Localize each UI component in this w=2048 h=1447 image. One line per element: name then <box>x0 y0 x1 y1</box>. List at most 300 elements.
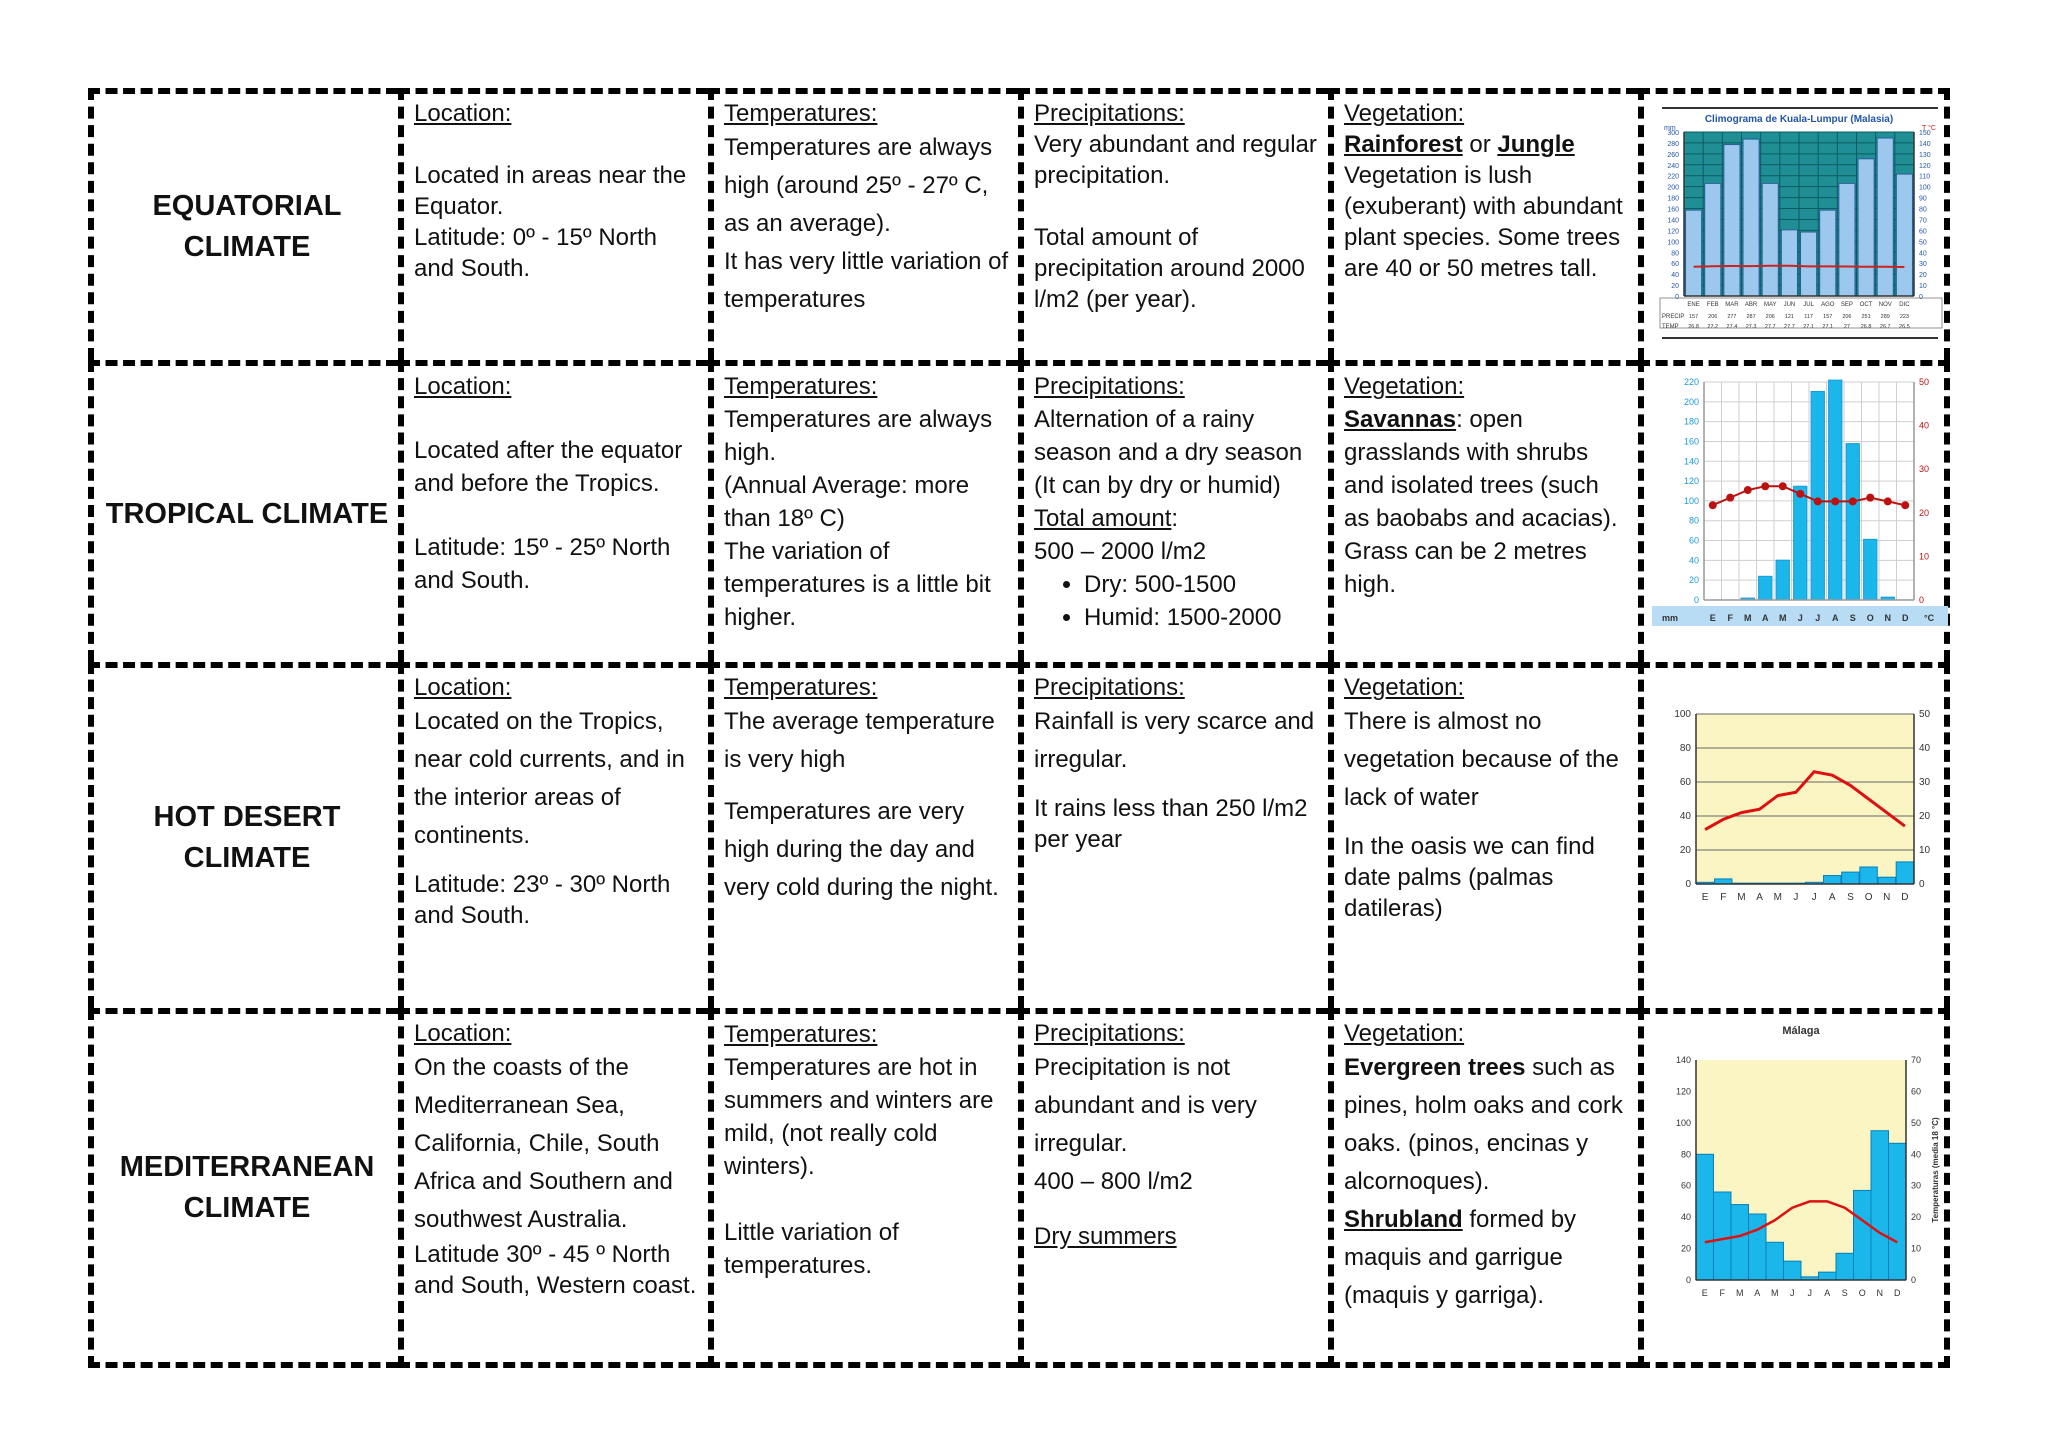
precip-value-label: 206 <box>1842 314 1852 320</box>
location-heading: Location: <box>414 100 512 127</box>
y-left-tick-label: 180 <box>1683 416 1699 427</box>
y-right-tick-label: 50 <box>1919 377 1930 387</box>
table-row-mediterranean <box>88 1008 1960 1368</box>
y-right-tick-label: 90 <box>1919 195 1927 203</box>
precipitations-text: Alternation of a rainy season and a dry season (It can by dry or humid) <box>1034 406 1303 499</box>
y-left-tick-label: 40 <box>1688 555 1699 566</box>
climate-name-cell <box>88 662 398 1008</box>
temperature-point <box>1814 497 1822 505</box>
y-right-tick-label: 0 <box>1919 294 1923 301</box>
bar <box>1766 1242 1784 1280</box>
climograph-hot-desert <box>1652 674 1948 924</box>
temp-value-label: 27.2 <box>1707 324 1719 330</box>
location-heading: Location: <box>414 373 512 400</box>
x-tick-label: F <box>1719 1288 1725 1298</box>
y-right-tick-label: 10 <box>1919 551 1930 562</box>
y-right-tick-label: 10 <box>1919 845 1931 856</box>
bar <box>1784 1261 1802 1280</box>
location-text: Located on the Tropics, near cold currents, and in the interior areas of continents. <box>414 708 685 849</box>
climograph-cell <box>1638 1008 1950 1368</box>
vegetation-term-jungle: Jungle <box>1497 131 1575 158</box>
precip-value-label: 157 <box>1823 314 1833 320</box>
y-right-tick-label: 60 <box>1919 228 1927 236</box>
y-left-tick-label: 200 <box>1683 396 1699 407</box>
y-right-tick-label: 80 <box>1919 206 1927 214</box>
temperatures-text: Temperatures are always high. <box>724 406 993 466</box>
y-right-tick-label: 30 <box>1919 777 1931 788</box>
x-axis-right-unit: °C <box>1924 613 1935 623</box>
y-left-tick-label: 180 <box>1667 195 1679 203</box>
y-left-tick-label: 80 <box>1671 250 1679 258</box>
x-tick-label: M <box>1773 892 1782 903</box>
precip-value-label: 157 <box>1688 314 1699 320</box>
x-tick-label: M <box>1744 613 1752 623</box>
bar <box>1829 380 1842 600</box>
x-tick-label: J <box>1807 1288 1812 1298</box>
climograph-kuala-lumpur <box>1652 100 1948 346</box>
bar <box>1714 1192 1732 1280</box>
temperatures-variation-text: It has very little variation of temperatures <box>724 248 1009 313</box>
y-right-tick-label: 100 <box>1919 184 1931 192</box>
vegetation-text: : open grasslands with shrubs and isolated trees (such as baobabs and acacias). Grass can be 2 metres high. <box>1344 406 1618 598</box>
x-tick-label: A <box>1832 613 1839 623</box>
y-right-tick-label: 40 <box>1919 250 1927 258</box>
plot-area <box>1696 714 1914 884</box>
x-tick-label: E <box>1701 1288 1708 1298</box>
x-tick-label: A <box>1756 892 1763 903</box>
y-right-tick-label: 0 <box>1919 879 1925 890</box>
x-tick-label: OCT <box>1859 302 1873 308</box>
temperature-point <box>1884 497 1892 505</box>
y-left-tick-label: 60 <box>1680 1180 1691 1191</box>
x-tick-label: D <box>1901 892 1909 903</box>
bar <box>1878 877 1895 884</box>
temperatures-variation-text: The variation of temperatures is a little bit higher. <box>724 538 991 631</box>
x-tick-label: J <box>1793 892 1799 903</box>
y-left-tick-label: 140 <box>1675 1055 1691 1065</box>
climate-name-cell <box>88 88 398 360</box>
vegetation-term-rainforest: Rainforest <box>1344 131 1463 158</box>
climate-name: MEDITERRANEAN CLIMATE <box>119 1151 375 1224</box>
y-right-tick-label: 140 <box>1919 140 1931 148</box>
vegetation-cell <box>1328 1008 1638 1368</box>
precipitations-total-text: 500 – 2000 l/m2 <box>1034 538 1207 565</box>
temp-value-label: 27.4 <box>1726 324 1738 330</box>
y-right-tick-label: 0 <box>1911 1275 1917 1285</box>
bar <box>1794 486 1807 600</box>
precipitations-cell <box>1018 662 1328 1008</box>
temp-value-label: 27.1 <box>1803 324 1814 330</box>
x-tick-label: NOV <box>1878 302 1892 308</box>
precipitations-heading: Precipitations: <box>1034 373 1185 400</box>
temperatures-heading: Temperatures: <box>724 674 878 701</box>
vegetation-shrubland-text: formed by maquis and garrigue (maquis y garriga). <box>1344 1206 1577 1309</box>
precipitations-text: Rainfall is very scarce and irregular. <box>1034 708 1315 773</box>
total-amount-label: Total amount <box>1034 505 1172 532</box>
y-right-tick-label: 60 <box>1911 1086 1922 1097</box>
temperature-point <box>1901 501 1909 509</box>
vegetation-text: There is almost no vegetation because of the lack of water <box>1344 708 1619 811</box>
climograph-cell <box>1638 360 1950 662</box>
temperature-point <box>1744 486 1752 494</box>
temperatures-text: The average temperature is very high <box>724 708 995 773</box>
list-item: • Humid: 1500-2000 <box>1084 601 1320 634</box>
y-right-tick-label: 70 <box>1911 1055 1922 1065</box>
y-left-tick-label: 0 <box>1675 294 1679 301</box>
vegetation-oasis-text: In the oasis we can find date palms (palmas datileras) <box>1344 833 1595 922</box>
climate-name: EQUATORIAL CLIMATE <box>152 190 342 263</box>
y-left-unit: mm <box>1664 125 1676 132</box>
climate-name-cell <box>88 1008 398 1368</box>
x-tick-label: J <box>1815 613 1821 623</box>
precip-value-label: 251 <box>1861 314 1871 320</box>
precip-value-label: 121 <box>1784 314 1795 320</box>
bar <box>1781 230 1797 296</box>
x-tick-label: O <box>1858 1288 1866 1298</box>
x-tick-label: S <box>1841 1288 1848 1298</box>
x-tick-label: A <box>1828 892 1836 903</box>
y-left-tick-label: 160 <box>1667 206 1679 214</box>
y-right-unit: T °C <box>1922 125 1936 132</box>
y-right-tick-label: 120 <box>1919 162 1931 170</box>
temp-value-label: 26.8 <box>1688 324 1699 330</box>
bar <box>1842 872 1859 884</box>
precipitations-cell <box>1018 360 1328 662</box>
x-tick-label: S <box>1847 892 1854 903</box>
temperature-point <box>1779 482 1787 490</box>
y-right-tick-label: 70 <box>1919 217 1927 225</box>
temp-value-label: 27.7 <box>1764 324 1776 330</box>
x-tick-label: M <box>1737 892 1746 903</box>
y-right-tick-label: 20 <box>1919 507 1930 518</box>
x-tick-label: MAY <box>1763 302 1777 308</box>
precipitations-text: Very abundant and regular precipitation. <box>1034 131 1317 189</box>
bar <box>1877 138 1893 296</box>
climate-table <box>88 88 1960 1368</box>
temperature-point <box>1726 494 1734 502</box>
y-right-tick-label: 40 <box>1919 743 1931 754</box>
chart-title: Climograma de Kuala-Lumpur (Malasia) <box>1704 114 1894 125</box>
y-left-tick-label: 120 <box>1667 228 1679 236</box>
y-right-tick-label: 130 <box>1919 151 1931 159</box>
y-left-tick-label: 0 <box>1685 1275 1691 1285</box>
temperatures-heading: Temperatures: <box>724 100 878 127</box>
bar <box>1839 183 1855 296</box>
y-right-tick-label: 50 <box>1919 239 1927 247</box>
y-right-tick-label: 150 <box>1919 130 1931 137</box>
temperatures-cell <box>708 662 1018 1008</box>
vegetation-connector: or <box>1462 131 1498 158</box>
climate-name: TROPICAL CLIMATE <box>105 497 389 530</box>
bar <box>1696 1154 1714 1280</box>
y-left-tick-label: 40 <box>1671 272 1679 280</box>
x-tick-label: N <box>1883 892 1891 903</box>
precip-value-label: 223 <box>1899 314 1910 320</box>
x-tick-label: M <box>1736 1288 1744 1298</box>
precipitations-text: Precipitation is not abundant and is very irregular. <box>1034 1054 1257 1157</box>
temperature-point <box>1849 497 1857 505</box>
precip-value-label: 287 <box>1746 314 1756 320</box>
vegetation-term-evergreen-trees: Evergreen trees <box>1344 1054 1526 1081</box>
bar <box>1705 183 1721 296</box>
temp-value-label: 27.1 <box>1822 324 1834 330</box>
y-left-tick-label: 20 <box>1680 1243 1691 1254</box>
list-item: • Dry: 500-1500 <box>1084 568 1320 601</box>
y-left-tick-label: 280 <box>1667 140 1679 148</box>
y-right-tick-label: 0 <box>1919 595 1925 605</box>
location-text: On the coasts of the Mediterranean Sea, California, Chile, South Africa and Southern and southwest Australia. <box>414 1054 673 1233</box>
y-left-tick-label: 60 <box>1688 535 1699 546</box>
temperatures-text: Temperatures are hot in summers and winters are mild, (not really cold winters). <box>724 1054 994 1180</box>
precip-value-label: 289 <box>1880 314 1890 320</box>
y-left-tick-label: 80 <box>1688 515 1699 526</box>
location-text: Located after the equator and before the Tropics. <box>414 437 683 497</box>
bar <box>1896 862 1913 884</box>
x-tick-label: N <box>1876 1288 1883 1298</box>
bar <box>1776 560 1789 600</box>
climograph-cell <box>1638 88 1950 360</box>
precipitations-total-text: 400 – 800 l/m2 <box>1034 1168 1193 1195</box>
temperatures-average-text: (Annual Average: more than 18º C) <box>724 472 970 532</box>
x-tick-label: M <box>1779 613 1787 623</box>
location-cell <box>398 360 708 662</box>
bar <box>1896 174 1912 296</box>
x-tick-label: A <box>1824 1288 1831 1298</box>
climograph-cell <box>1638 662 1950 1008</box>
y-left-tick-label: 140 <box>1667 217 1679 225</box>
vegetation-cell <box>1328 360 1638 662</box>
x-tick-label: J <box>1790 1288 1795 1298</box>
bar <box>1846 444 1859 600</box>
x-tick-label: FEB <box>1706 302 1719 308</box>
bar <box>1749 1214 1767 1280</box>
y-left-tick-label: 220 <box>1667 173 1679 181</box>
bar <box>1762 183 1778 296</box>
climate-name-cell <box>88 360 398 662</box>
x-tick-label: SEP <box>1840 302 1853 308</box>
vegetation-heading: Vegetation: <box>1344 373 1465 400</box>
y-left-tick-label: 100 <box>1674 709 1691 720</box>
temperatures-heading: Temperatures: <box>724 1021 878 1048</box>
temperature-point <box>1866 494 1874 502</box>
climograph-malaga <box>1652 1020 1948 1310</box>
bar <box>1864 539 1877 600</box>
y-left-tick-label: 60 <box>1671 261 1679 269</box>
x-tick-label: M <box>1771 1288 1779 1298</box>
temperature-point <box>1831 497 1839 505</box>
x-tick-label: E <box>1709 613 1716 623</box>
climograph-tropical <box>1652 372 1948 648</box>
chart-title: Málaga <box>1782 1025 1820 1037</box>
vegetation-cell <box>1328 88 1638 360</box>
y-right-tick-label: 20 <box>1911 1212 1922 1223</box>
bar <box>1819 1272 1837 1280</box>
precipitations-total-text: Total amount of precipitation around 2000 l/m2 (per year). <box>1034 224 1305 313</box>
vegetation-term-savannas: Savannas <box>1344 406 1457 433</box>
location-cell <box>398 88 708 360</box>
x-tick-label: MAR <box>1725 302 1739 308</box>
bar <box>1759 576 1772 600</box>
x-tick-label: DIC <box>1899 302 1910 308</box>
y-left-tick-label: 60 <box>1679 777 1691 788</box>
location-text: Located in areas near the Equator. <box>414 162 687 220</box>
y-right-tick-label: 10 <box>1911 1243 1922 1254</box>
temperatures-text: Temperatures are always high (around 25º - 27º C, as an average). <box>724 134 993 237</box>
x-tick-label: D <box>1894 1288 1901 1298</box>
location-cell <box>398 662 708 1008</box>
temp-value-label: 27.3 <box>1745 324 1757 330</box>
bar <box>1743 139 1759 296</box>
temp-value-label: 26.7 <box>1879 324 1891 330</box>
y-left-tick-label: 240 <box>1667 162 1679 170</box>
y-right-tick-label: 30 <box>1911 1180 1922 1191</box>
precipitations-cell <box>1018 1008 1328 1368</box>
y-left-tick-label: 20 <box>1679 845 1691 856</box>
bar <box>1731 1205 1749 1280</box>
temp-value-label: 27.7 <box>1784 324 1795 330</box>
precipitations-heading: Precipitations: <box>1034 674 1185 701</box>
table-row-equatorial <box>88 88 1960 360</box>
bar <box>1889 1143 1907 1280</box>
x-tick-label: N <box>1884 613 1891 623</box>
y-right-axis-label: Temperaturas (media 18 °C) <box>1931 1117 1940 1223</box>
y-left-tick-label: 300 <box>1667 130 1679 137</box>
latitude-text: Latitude: 0º - 15º North and South. <box>414 224 657 282</box>
temp-value-label: 26.8 <box>1860 324 1872 330</box>
precip-value-label: 206 <box>1708 314 1718 320</box>
location-heading: Location: <box>414 674 512 701</box>
bar <box>1854 1190 1872 1280</box>
x-tick-label: O <box>1866 613 1874 623</box>
y-left-tick-label: 40 <box>1679 811 1691 822</box>
y-right-tick-label: 20 <box>1919 272 1927 280</box>
y-left-tick-label: 80 <box>1679 743 1691 754</box>
vegetation-cell <box>1328 662 1638 1008</box>
y-left-tick-label: 80 <box>1680 1149 1691 1160</box>
y-left-tick-label: 20 <box>1671 283 1679 291</box>
temperatures-variation-text: Little variation of temperatures. <box>724 1219 899 1279</box>
temperatures-heading: Temperatures: <box>724 373 878 400</box>
x-tick-label: JUN <box>1783 302 1796 308</box>
temp-value-label: 26.5 <box>1899 324 1910 330</box>
dry-summers-text: Dry summers <box>1034 1223 1177 1250</box>
y-left-tick-label: 0 <box>1693 595 1699 605</box>
precip-value-label: 206 <box>1765 314 1775 320</box>
latitude-text: Latitude: 23º - 30º North and South. <box>414 871 671 929</box>
climate-name: HOT DESERT CLIMATE <box>153 801 341 874</box>
x-tick-label: J <box>1811 892 1817 903</box>
location-cell <box>398 1008 708 1368</box>
bar <box>1836 1253 1854 1280</box>
y-left-tick-label: 100 <box>1683 495 1699 506</box>
precipitations-heading: Precipitations: <box>1034 100 1185 127</box>
y-left-tick-label: 120 <box>1675 1086 1691 1097</box>
precipitations-cell <box>1018 88 1328 360</box>
x-tick-label: ENE <box>1687 302 1700 308</box>
y-left-tick-label: 220 <box>1683 377 1699 387</box>
temperatures-cell <box>708 88 1018 360</box>
total-amount-colon: : <box>1171 505 1179 532</box>
x-tick-label: A <box>1762 613 1769 623</box>
y-left-tick-label: 140 <box>1683 456 1699 467</box>
x-tick-label: A <box>1754 1288 1761 1298</box>
bar <box>1724 145 1740 296</box>
precipitations-bullet-list <box>1034 568 1320 634</box>
latitude-text: Latitude: 15º - 25º North and South. <box>414 534 671 594</box>
table-row-tropical <box>88 360 1960 662</box>
bar <box>1858 159 1874 296</box>
y-left-tick-label: 40 <box>1680 1212 1691 1223</box>
y-left-tick-label: 260 <box>1667 151 1679 159</box>
y-right-tick-label: 50 <box>1911 1117 1922 1128</box>
bar <box>1811 391 1824 600</box>
y-right-tick-label: 110 <box>1919 173 1931 181</box>
precipitations-heading: Precipitations: <box>1034 1020 1185 1047</box>
vegetation-heading: Vegetation: <box>1344 674 1465 701</box>
x-tick-label: S <box>1849 613 1856 623</box>
y-left-tick-label: 0 <box>1685 879 1691 890</box>
x-tick-label: J <box>1797 613 1803 623</box>
y-left-tick-label: 200 <box>1667 184 1679 192</box>
bar <box>1686 210 1702 296</box>
precip-value-label: 277 <box>1727 314 1737 320</box>
y-right-tick-label: 30 <box>1919 261 1927 269</box>
y-left-tick-label: 160 <box>1683 436 1699 447</box>
latitude-text: Latitude 30º - 45 º North and South, Western coast. <box>414 1241 697 1299</box>
vegetation-term-shrubland: Shrubland <box>1344 1206 1463 1233</box>
y-right-tick-label: 30 <box>1919 464 1930 475</box>
x-tick-label: AGO <box>1821 302 1835 308</box>
x-tick-label: D <box>1902 613 1909 623</box>
y-right-tick-label: 40 <box>1911 1149 1922 1160</box>
bar <box>1871 1131 1889 1280</box>
vegetation-heading: Vegetation: <box>1344 100 1465 127</box>
y-right-tick-label: 40 <box>1919 420 1930 431</box>
bar <box>1715 879 1732 884</box>
bar <box>1824 876 1841 885</box>
y-left-tick-label: 20 <box>1688 575 1699 586</box>
bar <box>1801 232 1817 296</box>
x-tick-label: ABR <box>1744 302 1758 308</box>
x-axis-left-unit: mm <box>1662 613 1679 623</box>
temperatures-day-night-text: Temperatures are very high during the day and very cold during the night. <box>724 798 999 901</box>
x-tick-label: O <box>1864 892 1873 903</box>
temperatures-cell <box>708 1008 1018 1368</box>
y-left-tick-label: 100 <box>1667 239 1679 247</box>
vegetation-text: such as pines, holm oaks and cork oaks. (pinos, encinas y alcornoques). <box>1344 1054 1623 1195</box>
data-row-label: TEMP <box>1662 324 1679 330</box>
temperatures-cell <box>708 360 1018 662</box>
vegetation-heading: Vegetation: <box>1344 1020 1465 1047</box>
y-right-tick-label: 20 <box>1919 811 1931 822</box>
location-heading: Location: <box>414 1020 512 1047</box>
bar <box>1820 210 1836 296</box>
precip-value-label: 117 <box>1804 314 1813 320</box>
y-right-tick-label: 50 <box>1919 709 1931 720</box>
vegetation-text: Vegetation is lush (exuberant) with abundant plant species. Some trees are 40 or 50 metres tall. <box>1344 162 1623 282</box>
y-right-tick-label: 10 <box>1919 283 1927 291</box>
table-row-hot-desert <box>88 662 1960 1008</box>
temperature-line <box>1694 266 1905 267</box>
x-tick-label: JUL <box>1803 302 1814 308</box>
x-tick-label: E <box>1701 892 1709 903</box>
temperature-point <box>1796 490 1804 498</box>
x-tick-label: F <box>1727 613 1733 623</box>
y-left-tick-label: 100 <box>1675 1117 1691 1128</box>
bar <box>1860 867 1877 884</box>
temp-value-label: 27 <box>1843 324 1850 330</box>
y-left-tick-label: 120 <box>1683 476 1699 487</box>
